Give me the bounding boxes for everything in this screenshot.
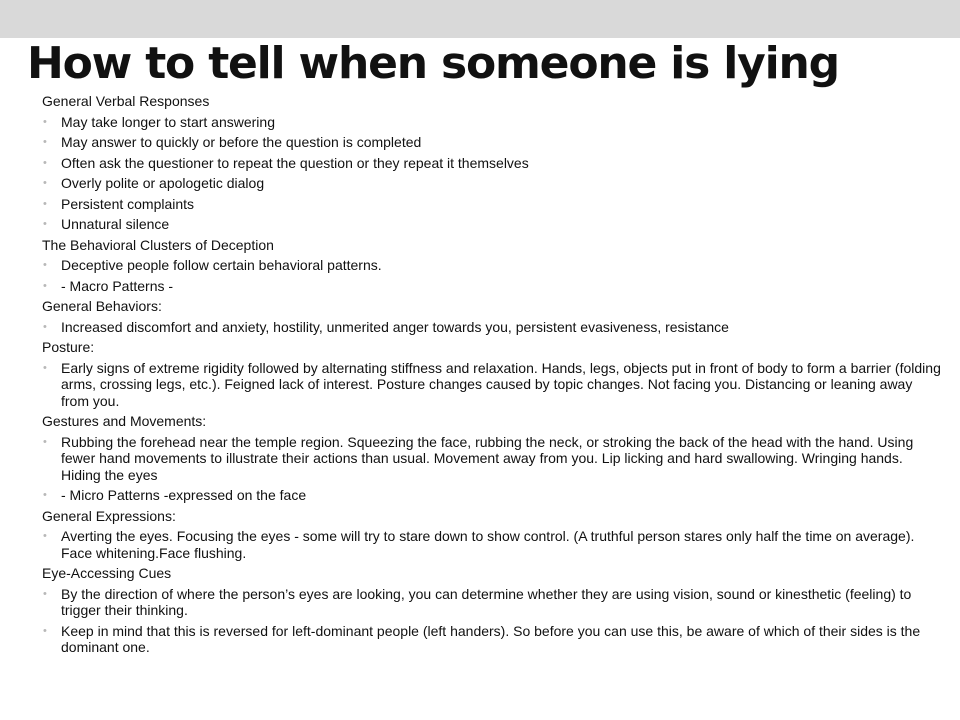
bullet-item	[42, 278, 942, 295]
bullet-text: Keep in mind that this is reversed for left-dominant people (left handers). So before you can use this, be aware of which of their sides is the dominant one.	[61, 622, 921, 655]
bullet-item	[42, 257, 942, 274]
bullet-item	[42, 623, 942, 656]
bullet-dot-icon: •	[43, 587, 47, 600]
bullet-text: May take longer to start answering	[61, 113, 275, 130]
slide-title: How to tell when someone is lying	[27, 38, 839, 89]
bullet-item	[42, 155, 942, 172]
bullet-dot-icon: •	[43, 361, 47, 374]
bullet-dot-icon: •	[43, 435, 47, 448]
bullet-dot-icon: •	[43, 259, 47, 271]
bullet-text: Unnatural silence	[61, 216, 170, 232]
bullet-text: Often ask the questioner to repeat the question or they repeat it themselves	[61, 154, 529, 171]
section-heading: Eye-Accessing Cues	[42, 565, 172, 581]
bullet-dot-icon: •	[43, 530, 47, 542]
bullet-item	[42, 434, 942, 484]
slide-content	[42, 93, 942, 660]
bullet-dot-icon: •	[43, 177, 47, 189]
bullet-dot-icon: •	[43, 156, 47, 169]
bullet-text: Averting the eyes. Focusing the eyes - some will try to stare down to show control. (A truthful person stares only half the time on average). Face whitening.Face flushing.	[61, 528, 915, 561]
bullet-item	[42, 114, 942, 131]
bullet-item	[42, 134, 942, 151]
bullet-dot-icon: •	[43, 279, 47, 292]
section-heading: The Behavioral Clusters of Deception	[42, 236, 274, 253]
bullet-text: Overly polite or apologetic dialog	[61, 175, 265, 191]
bullet-text: - Micro Patterns -expressed on the face	[61, 487, 307, 503]
bullet-dot-icon: •	[43, 320, 47, 333]
bullet-item	[42, 528, 942, 561]
bullet-item	[42, 586, 942, 619]
bullet-item	[42, 216, 942, 233]
bullet-dot-icon: •	[43, 489, 47, 501]
bullet-dot-icon: •	[43, 197, 47, 210]
bullet-text: Early signs of extreme rigidity followed by alternating stiffness and relaxation. Hands, legs, objects put in front of body to form a barrier (folding arms, crossing legs, etc.). Feigned lack of interest. Posture changes caused by topic changes. Not facing you. Distancing or leaning away from you.	[61, 359, 941, 409]
bullet-dot-icon: •	[43, 218, 47, 230]
section-heading: General Behaviors:	[42, 298, 162, 314]
bullet-dot-icon: •	[43, 136, 47, 148]
bullet-item	[42, 360, 942, 410]
section-heading: General Expressions:	[42, 507, 176, 524]
bullet-text: Persistent complaints	[61, 195, 195, 212]
bullet-text: Increased discomfort and anxiety, hostility, unmerited anger towards you, persistent evasiveness, resistance	[61, 318, 729, 335]
section-heading: General Verbal Responses	[42, 93, 210, 109]
bullet-item	[42, 175, 942, 192]
bullet-item	[42, 487, 942, 504]
bullet-text: May answer to quickly or before the question is completed	[61, 134, 422, 150]
section-heading: Posture:	[42, 339, 95, 355]
bullet-item	[42, 196, 942, 213]
bullet-text: - Macro Patterns -	[61, 277, 174, 294]
bullet-dot-icon: •	[43, 115, 47, 128]
top-band	[0, 0, 960, 38]
bullet-item	[42, 319, 942, 336]
section-heading: Gestures and Movements:	[42, 413, 207, 429]
bullet-text: Deceptive people follow certain behavioral patterns.	[61, 257, 382, 273]
bullet-text: By the direction of where the person’s eyes are looking, you can determine whether they are using vision, sound or kinesthetic (feeling) to trigger their thinking.	[61, 585, 912, 618]
bullet-text: Rubbing the forehead near the temple region. Squeezing the face, rubbing the neck, or stroking the back of the head with the hand. Using fewer hand movements to illustrate their actions than usual. Movement away from you. Lip licking and hard swallowing. Wringing hands. Hiding the eyes	[61, 433, 914, 483]
bullet-dot-icon: •	[43, 624, 47, 637]
